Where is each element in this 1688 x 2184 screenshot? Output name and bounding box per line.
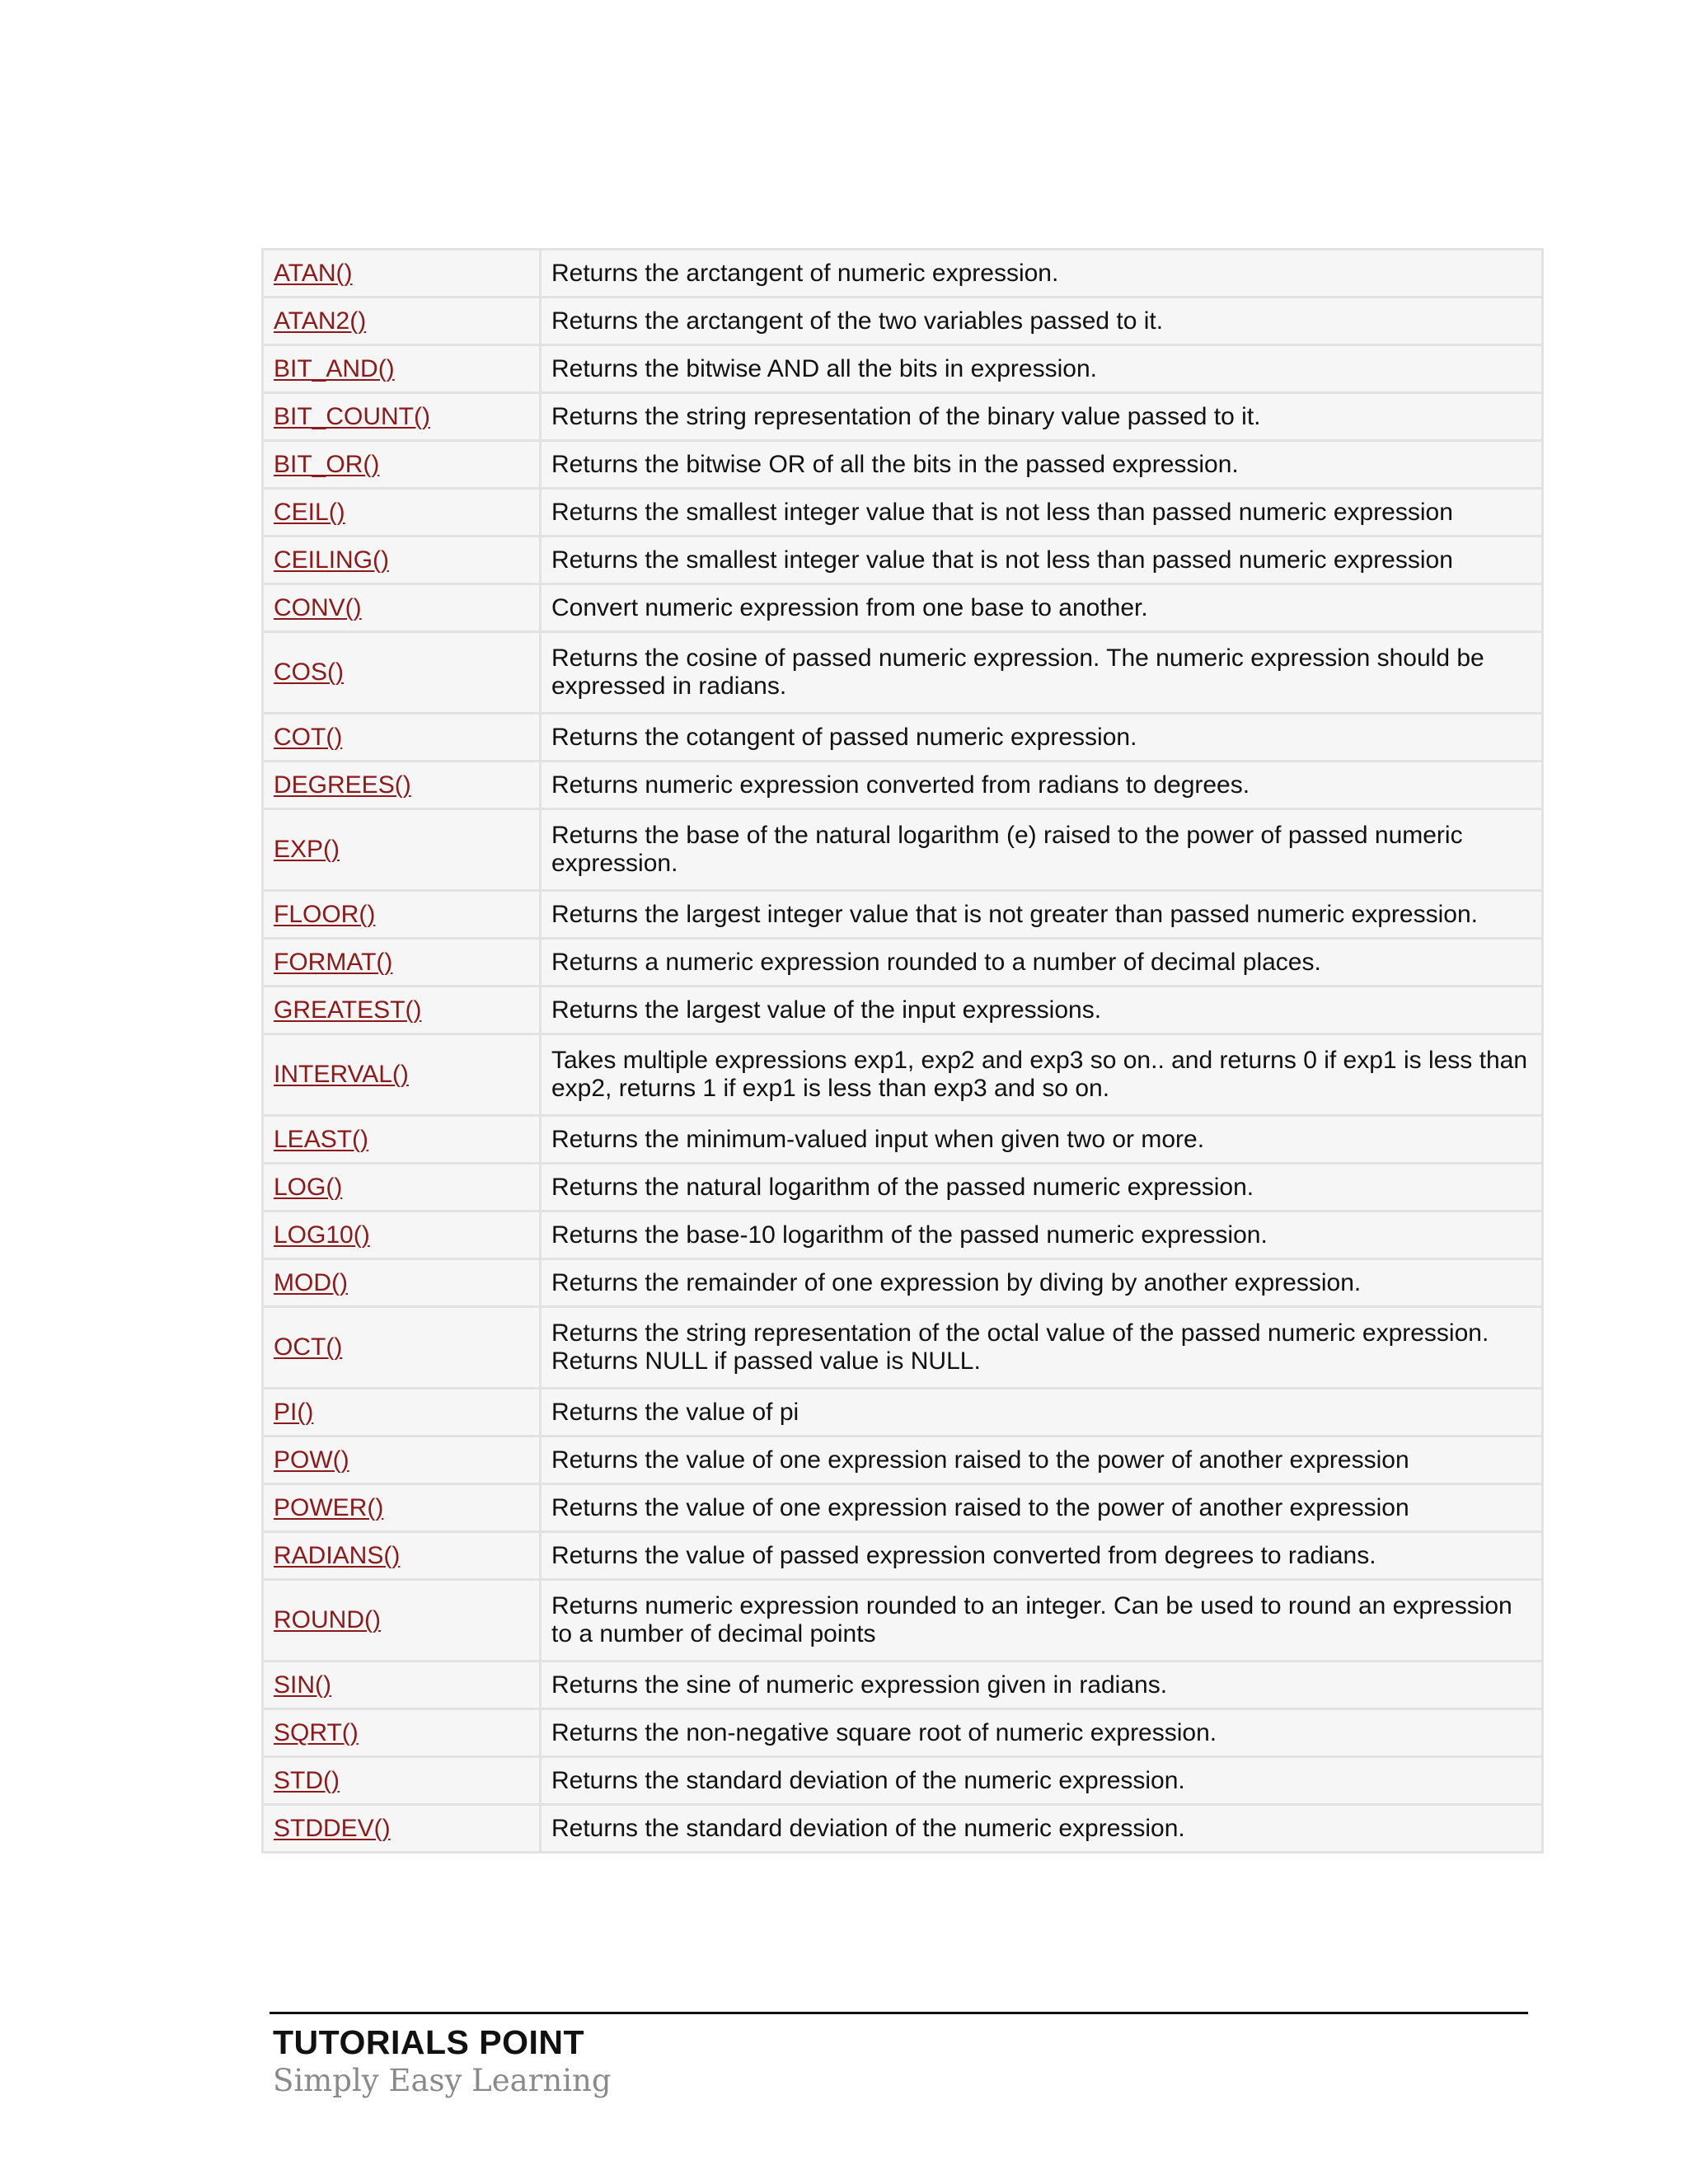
function-name-link[interactable]: ATAN2() [263,298,541,345]
table-row [263,250,1543,298]
function-name-link[interactable]: INTERVAL() [263,1034,541,1116]
function-name-link[interactable]: EXP() [263,809,541,891]
function-description: Returns the largest integer value that is not greater than passed numeric expression. [541,891,1543,939]
function-name-link[interactable]: LOG() [263,1164,541,1212]
table-row [263,1532,1543,1580]
function-name-link[interactable]: SIN() [263,1661,541,1709]
function-name-link[interactable]: GREATEST() [263,987,541,1034]
function-name-link[interactable]: ROUND() [263,1580,541,1661]
table-row [263,1661,1543,1709]
function-description: Returns numeric expression rounded to an integer. Can be used to round an expression to a number of decimal points [541,1580,1543,1661]
table-row [263,1389,1543,1436]
table-row [263,1212,1543,1259]
function-name-link[interactable]: COS() [263,632,541,714]
function-description: Returns the base-10 logarithm of the passed numeric expression. [541,1212,1543,1259]
table-row [263,489,1543,537]
function-name-link[interactable]: OCT() [263,1307,541,1389]
table-row [263,298,1543,345]
table-row [263,441,1543,489]
function-name-link[interactable]: PI() [263,1389,541,1436]
footer-divider [270,2012,1528,2014]
function-description: Returns the bitwise AND all the bits in expression. [541,345,1543,393]
table-row [263,1034,1543,1116]
function-description: Returns the value of one expression raised to the power of another expression [541,1436,1543,1484]
function-description: Returns the value of passed expression converted from degrees to radians. [541,1532,1543,1580]
table-row [263,1307,1543,1389]
function-description: Returns the bitwise OR of all the bits in the passed expression. [541,441,1543,489]
function-description: Returns the remainder of one expression by diving by another expression. [541,1259,1543,1307]
function-description: Returns the minimum-valued input when given two or more. [541,1116,1543,1164]
function-name-link[interactable]: LEAST() [263,1116,541,1164]
function-name-link[interactable]: STD() [263,1757,541,1805]
function-name-link[interactable]: POWER() [263,1484,541,1532]
function-description: Returns the non-negative square root of numeric expression. [541,1709,1543,1757]
table-row [263,632,1543,714]
function-name-link[interactable]: CEIL() [263,489,541,537]
function-description: Returns the value of one expression raised to the power of another expression [541,1484,1543,1532]
function-description: Returns the sine of numeric expression given in radians. [541,1661,1543,1709]
function-name-link[interactable]: SQRT() [263,1709,541,1757]
function-description: Returns the string representation of the binary value passed to it. [541,393,1543,441]
table-row [263,537,1543,584]
table-row [263,1709,1543,1757]
table-row [263,987,1543,1034]
function-name-link[interactable]: LOG10() [263,1212,541,1259]
table-row [263,762,1543,809]
function-name-link[interactable]: STDDEV() [263,1805,541,1853]
function-description: Returns the base of the natural logarithm (e) raised to the power of passed numeric expression. [541,809,1543,891]
functions-table-body [263,250,1543,1853]
footer-tagline: Simply Easy Learning [273,2063,612,2098]
function-description: Returns the smallest integer value that is not less than passed numeric expression [541,489,1543,537]
table-row [263,714,1543,762]
table-row [263,393,1543,441]
table-row [263,1580,1543,1661]
table-row [263,1805,1543,1853]
function-name-link[interactable]: CONV() [263,584,541,632]
table-row [263,1164,1543,1212]
function-name-link[interactable]: FORMAT() [263,939,541,987]
function-name-link[interactable]: ATAN() [263,250,541,298]
table-row [263,809,1543,891]
function-description: Returns the natural logarithm of the passed numeric expression. [541,1164,1543,1212]
table-row [263,1484,1543,1532]
table-row [263,939,1543,987]
function-name-link[interactable]: COT() [263,714,541,762]
function-description: Returns a numeric expression rounded to a number of decimal places. [541,939,1543,987]
function-name-link[interactable]: CEILING() [263,537,541,584]
functions-table [261,248,1544,1854]
function-description: Returns the cosine of passed numeric expression. The numeric expression should be expressed in radians. [541,632,1543,714]
function-name-link[interactable]: DEGREES() [263,762,541,809]
function-description: Returns the value of pi [541,1389,1543,1436]
function-description: Convert numeric expression from one base to another. [541,584,1543,632]
function-description: Returns the standard deviation of the numeric expression. [541,1805,1543,1853]
function-name-link[interactable]: RADIANS() [263,1532,541,1580]
table-row [263,1259,1543,1307]
function-description: Returns the largest value of the input expressions. [541,987,1543,1034]
function-description: Returns the standard deviation of the numeric expression. [541,1757,1543,1805]
function-name-link[interactable]: POW() [263,1436,541,1484]
function-name-link[interactable]: FLOOR() [263,891,541,939]
table-row [263,584,1543,632]
table-row [263,345,1543,393]
function-description: Returns numeric expression converted from radians to degrees. [541,762,1543,809]
footer-title: TUTORIALS POINT [273,2023,585,2061]
function-name-link[interactable]: BIT_OR() [263,441,541,489]
function-description: Returns the cotangent of passed numeric expression. [541,714,1543,762]
function-description: Returns the arctangent of numeric expression. [541,250,1543,298]
table-row [263,1436,1543,1484]
table-row [263,891,1543,939]
function-description: Takes multiple expressions exp1, exp2 and exp3 so on.. and returns 0 if exp1 is less than exp2, returns 1 if exp1 is less than exp3 and so on. [541,1034,1543,1116]
function-name-link[interactable]: BIT_COUNT() [263,393,541,441]
table-row [263,1116,1543,1164]
function-description: Returns the arctangent of the two variables passed to it. [541,298,1543,345]
function-name-link[interactable]: BIT_AND() [263,345,541,393]
function-name-link[interactable]: MOD() [263,1259,541,1307]
function-description: Returns the string representation of the octal value of the passed numeric expression. Returns NULL if passed value is NULL. [541,1307,1543,1389]
function-description: Returns the smallest integer value that is not less than passed numeric expression [541,537,1543,584]
table-row [263,1757,1543,1805]
